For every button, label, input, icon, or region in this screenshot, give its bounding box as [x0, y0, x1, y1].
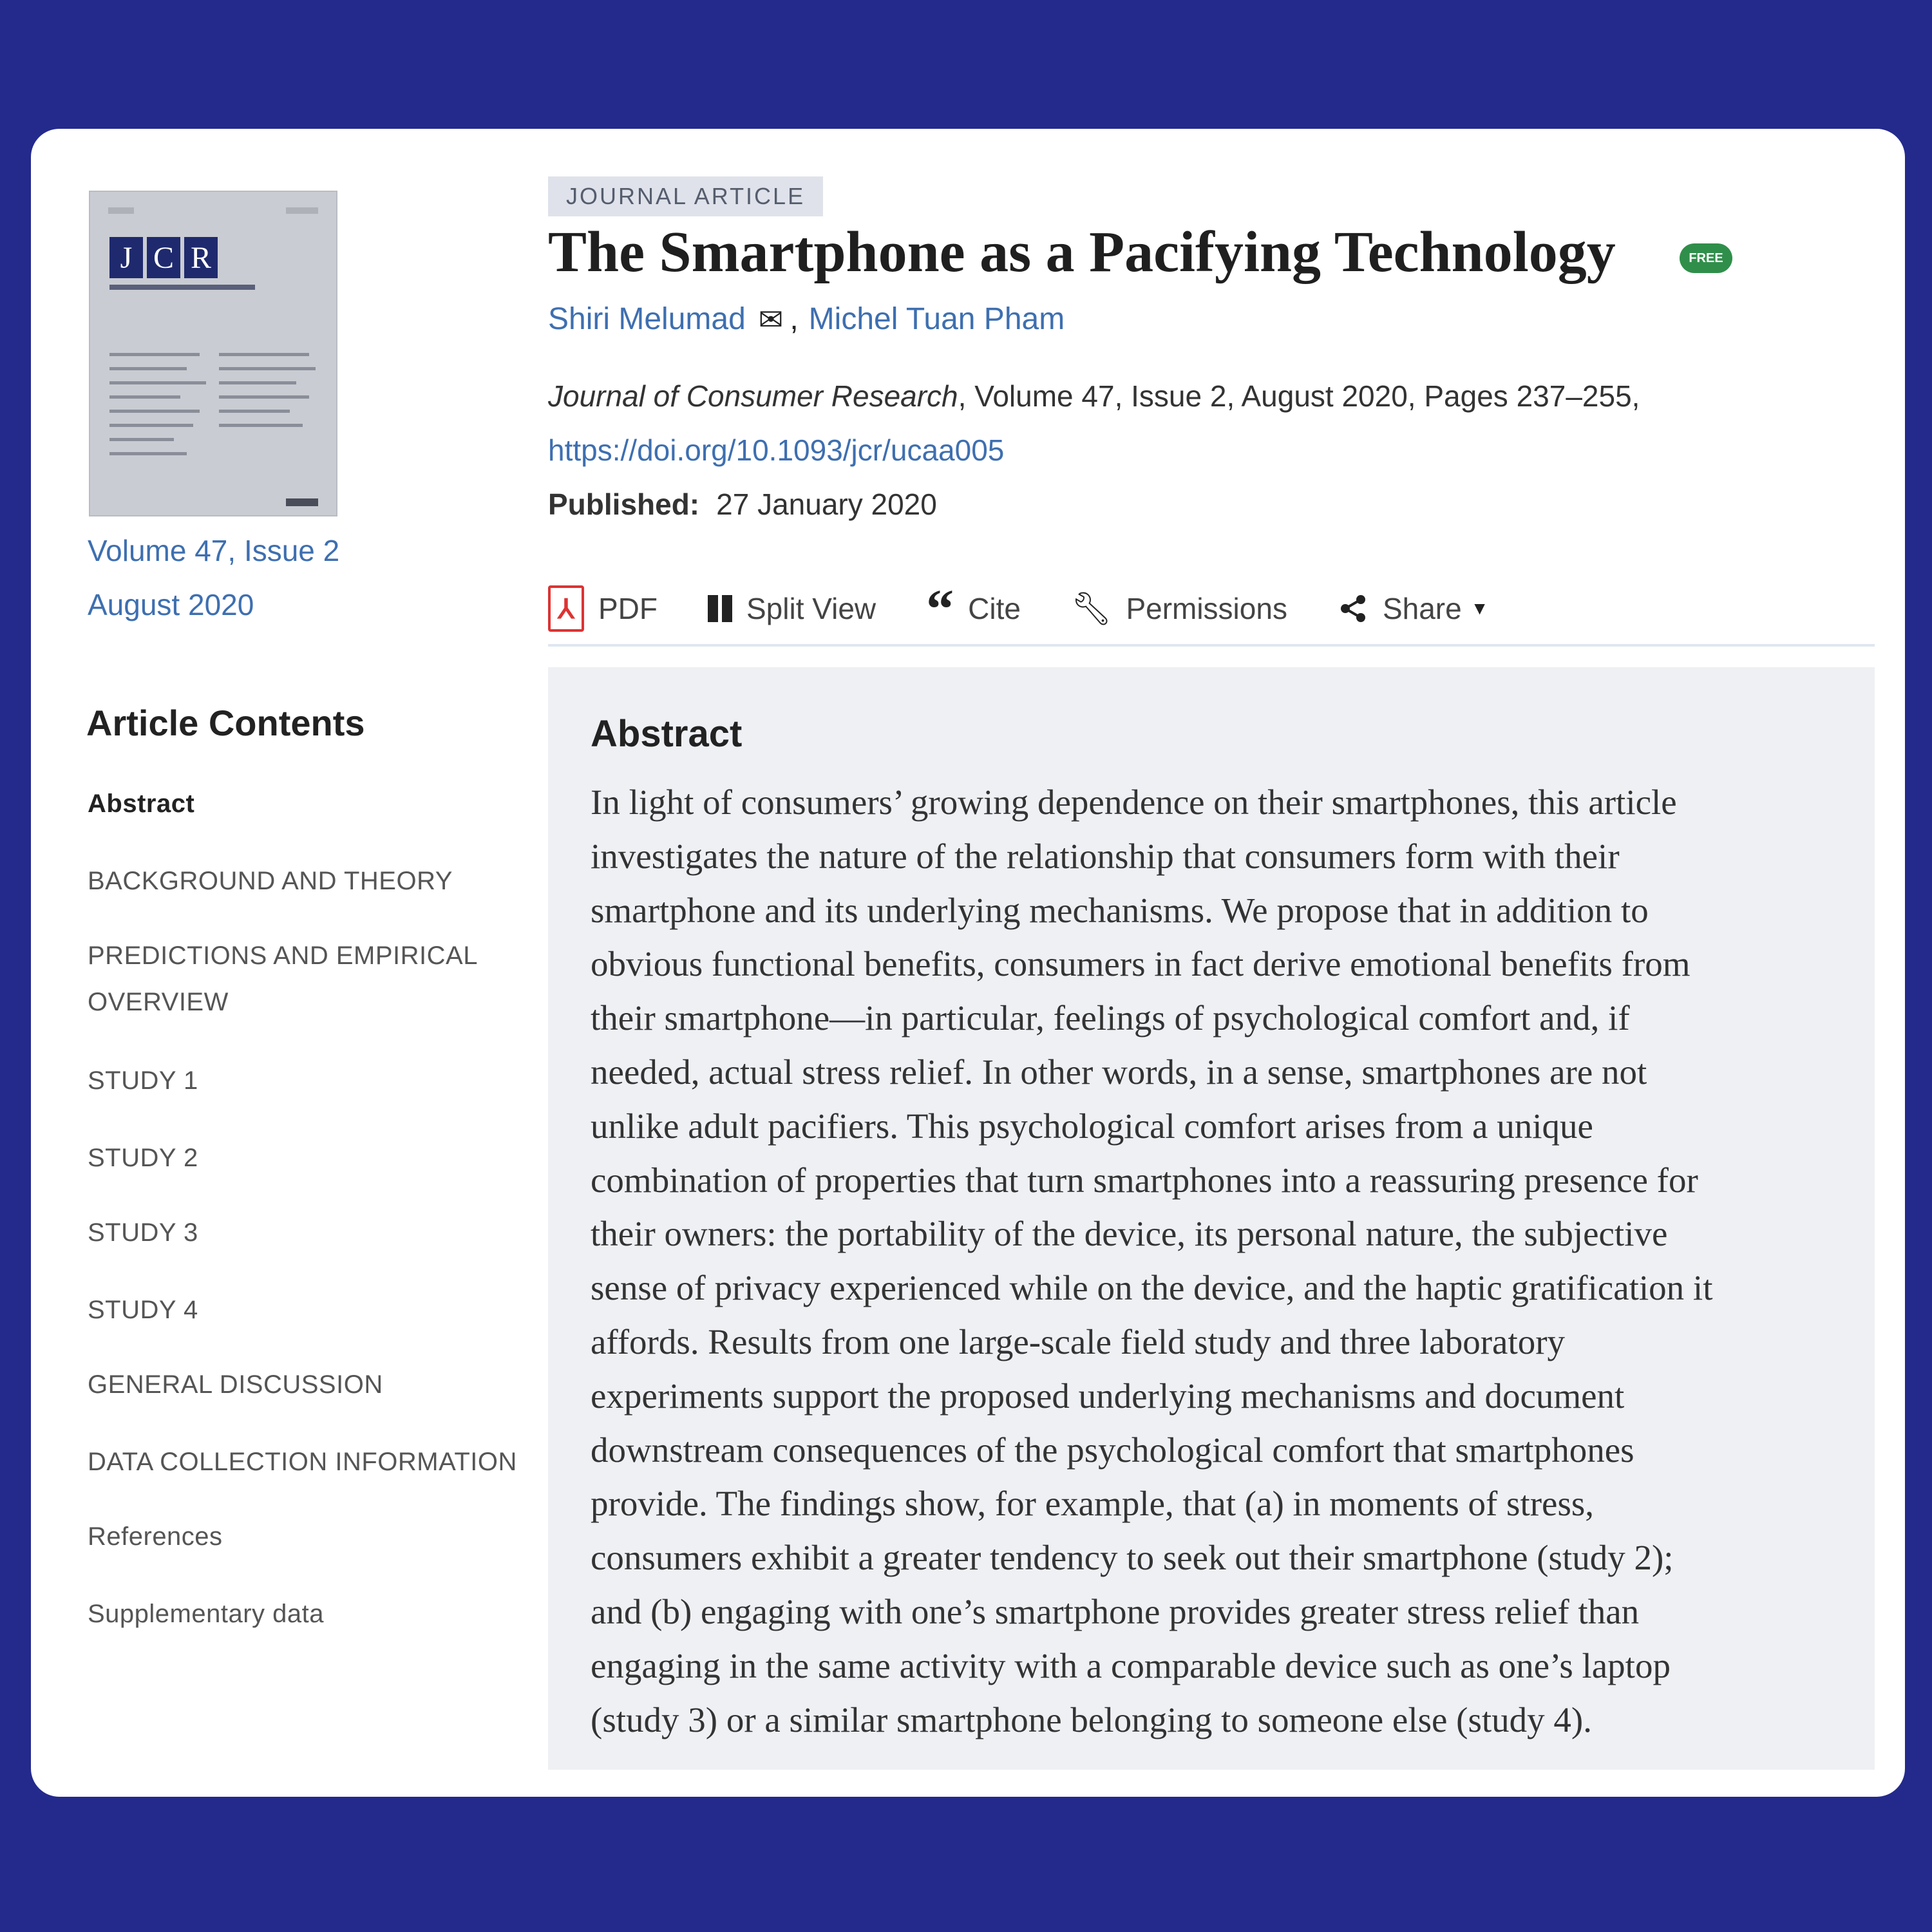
abstract-line: consumers exhibit a greater tendency to seek out their smartphone (study 2);	[591, 1538, 1674, 1578]
cover-decoration	[219, 424, 303, 427]
abstract-text	[591, 775, 1853, 1747]
abstract-line: and (b) engaging with one’s smartphone provides greater stress relief than	[591, 1591, 1640, 1631]
cite-label: Cite	[968, 592, 1021, 625]
share-button[interactable]	[1338, 583, 1488, 634]
split-view-icon	[708, 595, 732, 622]
chevron-down-icon: ▼	[1470, 598, 1489, 618]
cite-button[interactable]	[926, 578, 1021, 639]
author-link[interactable]: Michel Tuan Pham	[808, 302, 1065, 336]
cover-decoration	[219, 353, 309, 356]
logo-letter: R	[184, 237, 218, 278]
abstract-line: sense of privacy experienced while on the device, and the haptic gratification it	[591, 1268, 1713, 1308]
cover-decoration	[286, 207, 318, 214]
toc-item-predictions[interactable]: PREDICTIONS AND EMPIRICAL OVERVIEW	[88, 942, 477, 1016]
abstract-line: In light of consumers’ growing dependence on their smartphones, this article	[591, 782, 1677, 822]
abstract-line: experiments support the proposed underlying mechanisms and document	[591, 1376, 1625, 1416]
split-view-label: Split View	[746, 592, 876, 625]
abstract-line: downstream consequences of the psychological comfort that smartphones	[591, 1430, 1634, 1470]
toc-item-study-2[interactable]: STUDY 2	[88, 1144, 198, 1172]
issue-volume-link[interactable]: Volume 47, Issue 2	[88, 534, 340, 567]
toc-item-data-collection[interactable]: DATA COLLECTION INFORMATION	[88, 1448, 517, 1476]
cover-decoration	[109, 395, 180, 399]
permissions-button[interactable]	[1071, 583, 1287, 634]
published-line	[548, 487, 937, 522]
abstract-line: their smartphone—in particular, feelings of psychological comfort and, if	[591, 998, 1630, 1038]
abstract-line: provide. The findings show, for example, that (a) in moments of stress,	[591, 1484, 1595, 1524]
share-icon	[1338, 593, 1368, 624]
wrench-icon: 🔧︎	[1070, 590, 1112, 627]
cover-decoration	[109, 381, 206, 384]
article-card	[31, 129, 1905, 1797]
cover-decoration	[108, 207, 134, 214]
cover-decoration	[219, 367, 316, 370]
cover-decoration	[109, 353, 200, 356]
abstract-line: unlike adult pacifiers. This psychological comfort arises from a unique	[591, 1106, 1593, 1146]
article-type-badge: JOURNAL ARTICLE	[548, 176, 823, 216]
abstract-line: investigates the nature of the relationship that consumers form with their	[591, 836, 1620, 876]
abstract-line: their owners: the portability of the device, its personal nature, the subjective	[591, 1214, 1668, 1254]
citation-details: , Volume 47, Issue 2, August 2020, Pages 237–255,	[958, 379, 1640, 413]
toc-item-general-discussion[interactable]: GENERAL DISCUSSION	[88, 1370, 383, 1399]
toc-item-study-3[interactable]: STUDY 3	[88, 1218, 198, 1247]
author-list	[548, 301, 1065, 337]
cover-decoration	[109, 285, 255, 290]
cover-decoration	[219, 395, 309, 399]
pdf-icon: ⅄	[548, 585, 584, 632]
pdf-button[interactable]	[548, 583, 658, 634]
permissions-label: Permissions	[1126, 592, 1287, 625]
toc-item-study-4[interactable]: STUDY 4	[88, 1296, 198, 1324]
jcr-logo	[109, 237, 218, 278]
author-link[interactable]: Shiri Melumad	[548, 302, 746, 336]
abstract-line: needed, actual stress relief. In other words, in a sense, smartphones are not	[591, 1052, 1647, 1092]
abstract-line: obvious functional benefits, consumers in fact derive emotional benefits from	[591, 944, 1690, 984]
article-contents-heading: Article Contents	[86, 703, 365, 743]
abstract-heading: Abstract	[591, 713, 743, 755]
journal-name: Journal of Consumer Research	[548, 379, 958, 413]
quote-icon: “	[926, 578, 954, 639]
pdf-label: PDF	[598, 592, 658, 625]
toc-item-study-1[interactable]: STUDY 1	[88, 1066, 198, 1095]
split-view-button[interactable]	[708, 583, 876, 634]
author-separator: ,	[790, 302, 799, 336]
abstract-line: smartphone and its underlying mechanisms. We propose that in addition to	[591, 890, 1649, 930]
abstract-line: affords. Results from one large-scale field study and three laboratory	[591, 1321, 1566, 1361]
abstract-line: engaging in the same activity with a comparable device such as one’s laptop	[591, 1645, 1671, 1685]
cover-decoration	[219, 410, 290, 413]
abstract-panel	[548, 667, 1875, 1770]
cover-decoration	[109, 410, 200, 413]
article-toolbar	[548, 573, 1875, 647]
journal-cover-image[interactable]	[89, 191, 337, 516]
article-title: The Smartphone as a Pacifying Technology	[548, 220, 1616, 284]
logo-letter: J	[109, 237, 143, 278]
cover-decoration	[109, 438, 174, 441]
published-label: Published:	[548, 488, 700, 521]
issue-date-link[interactable]: August 2020	[88, 588, 254, 621]
email-icon[interactable]: ✉	[758, 302, 784, 336]
cover-decoration	[109, 367, 187, 370]
published-date: 27 January 2020	[716, 488, 937, 521]
free-access-icon: FREE	[1680, 243, 1732, 273]
toc-item-supplementary[interactable]: Supplementary data	[88, 1600, 325, 1628]
doi-link[interactable]: https://doi.org/10.1093/jcr/ucaa005	[548, 433, 1005, 467]
toc-item-background[interactable]: BACKGROUND AND THEORY	[88, 867, 453, 895]
logo-letter: C	[147, 237, 180, 278]
cover-decoration	[109, 452, 187, 455]
citation-line	[548, 379, 1640, 413]
toc-item-abstract[interactable]: Abstract	[88, 790, 195, 818]
abstract-line: combination of properties that turn smartphones into a reassuring presence for	[591, 1160, 1698, 1200]
toc-item-references[interactable]: References	[88, 1522, 223, 1551]
cover-decoration	[219, 381, 296, 384]
abstract-line: (study 3) or a similar smartphone belonging to someone else (study 4).	[591, 1700, 1592, 1739]
cover-decoration	[286, 498, 318, 506]
share-label: Share	[1382, 592, 1462, 625]
cover-decoration	[109, 424, 193, 427]
